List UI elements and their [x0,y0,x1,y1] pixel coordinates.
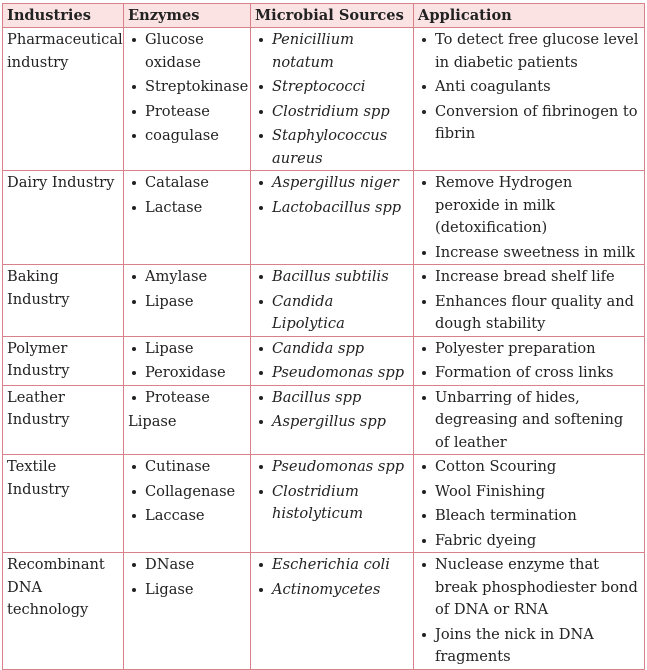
sources-cell [251,28,414,171]
enzymes-cell [124,553,251,670]
source-item: Candida spp [255,338,410,361]
table-row [3,385,645,455]
enzyme-item: Ligase [128,579,247,602]
header-industries: Industries [3,4,124,28]
source-item: Lactobacillus spp [255,197,410,220]
enzymes-cell [124,265,251,337]
enzymes-cell [124,385,251,455]
enzyme-item: Protease [128,101,247,124]
sources-cell [251,336,414,385]
application-item: Cotton Scouring [418,456,641,479]
source-item: Pseudomonas spp [255,362,410,385]
enzyme-item: DNase [128,554,247,577]
enzyme-item: Collagenase [128,481,247,504]
source-item: Penicillium notatum [255,29,410,74]
enzymes-cell [124,455,251,553]
source-item: Aspergillus niger [255,172,410,195]
table-row [3,553,645,670]
source-item: Actinomycetes [255,579,410,602]
enzymes-cell [124,28,251,171]
application-item: Increase sweetness in milk [418,242,641,265]
applications-cell [414,336,645,385]
application-item: Nuclease enzyme that break phosphodiester bond of DNA or RNA [418,554,641,622]
source-item: Streptococci [255,76,410,99]
application-item: Unbarring of hides, degreasing and softening of leather [418,387,641,455]
applications-cell [414,553,645,670]
application-item: To detect free glucose level in diabetic patients [418,29,641,74]
application-item: Bleach termination [418,505,641,528]
table-row [3,171,645,265]
enzyme-item: Lipase [128,413,177,430]
industry-cell: Polymer Industry [3,336,124,385]
industry-cell: Pharmaceutical industry [3,28,124,171]
header-enzymes: Enzymes [124,4,251,28]
source-item: Clostridium spp [255,101,410,124]
header-row [3,4,645,28]
table-row [3,265,645,337]
sources-cell [251,265,414,337]
sources-cell [251,455,414,553]
industry-cell: Textile Industry [3,455,124,553]
application-item: Anti coagulants [418,76,641,99]
table-row [3,455,645,553]
header-microbial-sources: Microbial Sources [251,4,414,28]
source-item: Bacillus subtilis [255,266,410,289]
table-row [3,28,645,171]
source-item: Bacillus spp [255,387,410,410]
sources-cell [251,553,414,670]
header-application: Application [414,4,645,28]
applications-cell [414,265,645,337]
source-item: Clostridium histolyticum [255,481,410,526]
application-item: Conversion of fibrinogen to fibrin [418,101,641,146]
source-item: Escherichia coli [255,554,410,577]
enzyme-item: Lactase [128,197,247,220]
enzyme-item: Catalase [128,172,247,195]
industry-cell: Recombinant DNA technology [3,553,124,670]
source-item: Pseudomonas spp [255,456,410,479]
enzymes-table [2,3,645,670]
enzyme-item: Lipase [128,338,247,361]
application-item: Joins the nick in DNA fragments [418,624,641,669]
applications-cell [414,28,645,171]
enzyme-item: Lipase [128,291,247,314]
source-item: Aspergillus spp [255,411,410,434]
industry-cell: Leather Industry [3,385,124,455]
sources-cell [251,385,414,455]
enzyme-item: Amylase [128,266,247,289]
application-item: Remove Hydrogen peroxide in milk (detoxification) [418,172,641,240]
industry-cell: Baking Industry [3,265,124,337]
enzyme-item: coagulase [128,125,247,148]
source-item: Staphylococcus aureus [255,125,410,170]
enzyme-item: Protease [128,387,247,410]
application-item: Increase bread shelf life [418,266,641,289]
application-item: Formation of cross links [418,362,641,385]
enzyme-item: Peroxidase [128,362,247,385]
applications-cell [414,171,645,265]
applications-cell [414,455,645,553]
application-item: Wool Finishing [418,481,641,504]
enzyme-item: Cutinase [128,456,247,479]
enzyme-item: Streptokinase [128,76,247,99]
enzyme-item: Glucose oxidase [128,29,247,74]
enzymes-cell [124,336,251,385]
source-item: Candida Lipolytica [255,291,410,336]
application-item: Polyester preparation [418,338,641,361]
applications-cell [414,385,645,455]
sources-cell [251,171,414,265]
enzymes-cell [124,171,251,265]
table-row [3,336,645,385]
application-item: Enhances flour quality and dough stability [418,291,641,336]
application-item: Fabric dyeing [418,530,641,553]
enzyme-item: Laccase [128,505,247,528]
industry-cell: Dairy Industry [3,171,124,265]
